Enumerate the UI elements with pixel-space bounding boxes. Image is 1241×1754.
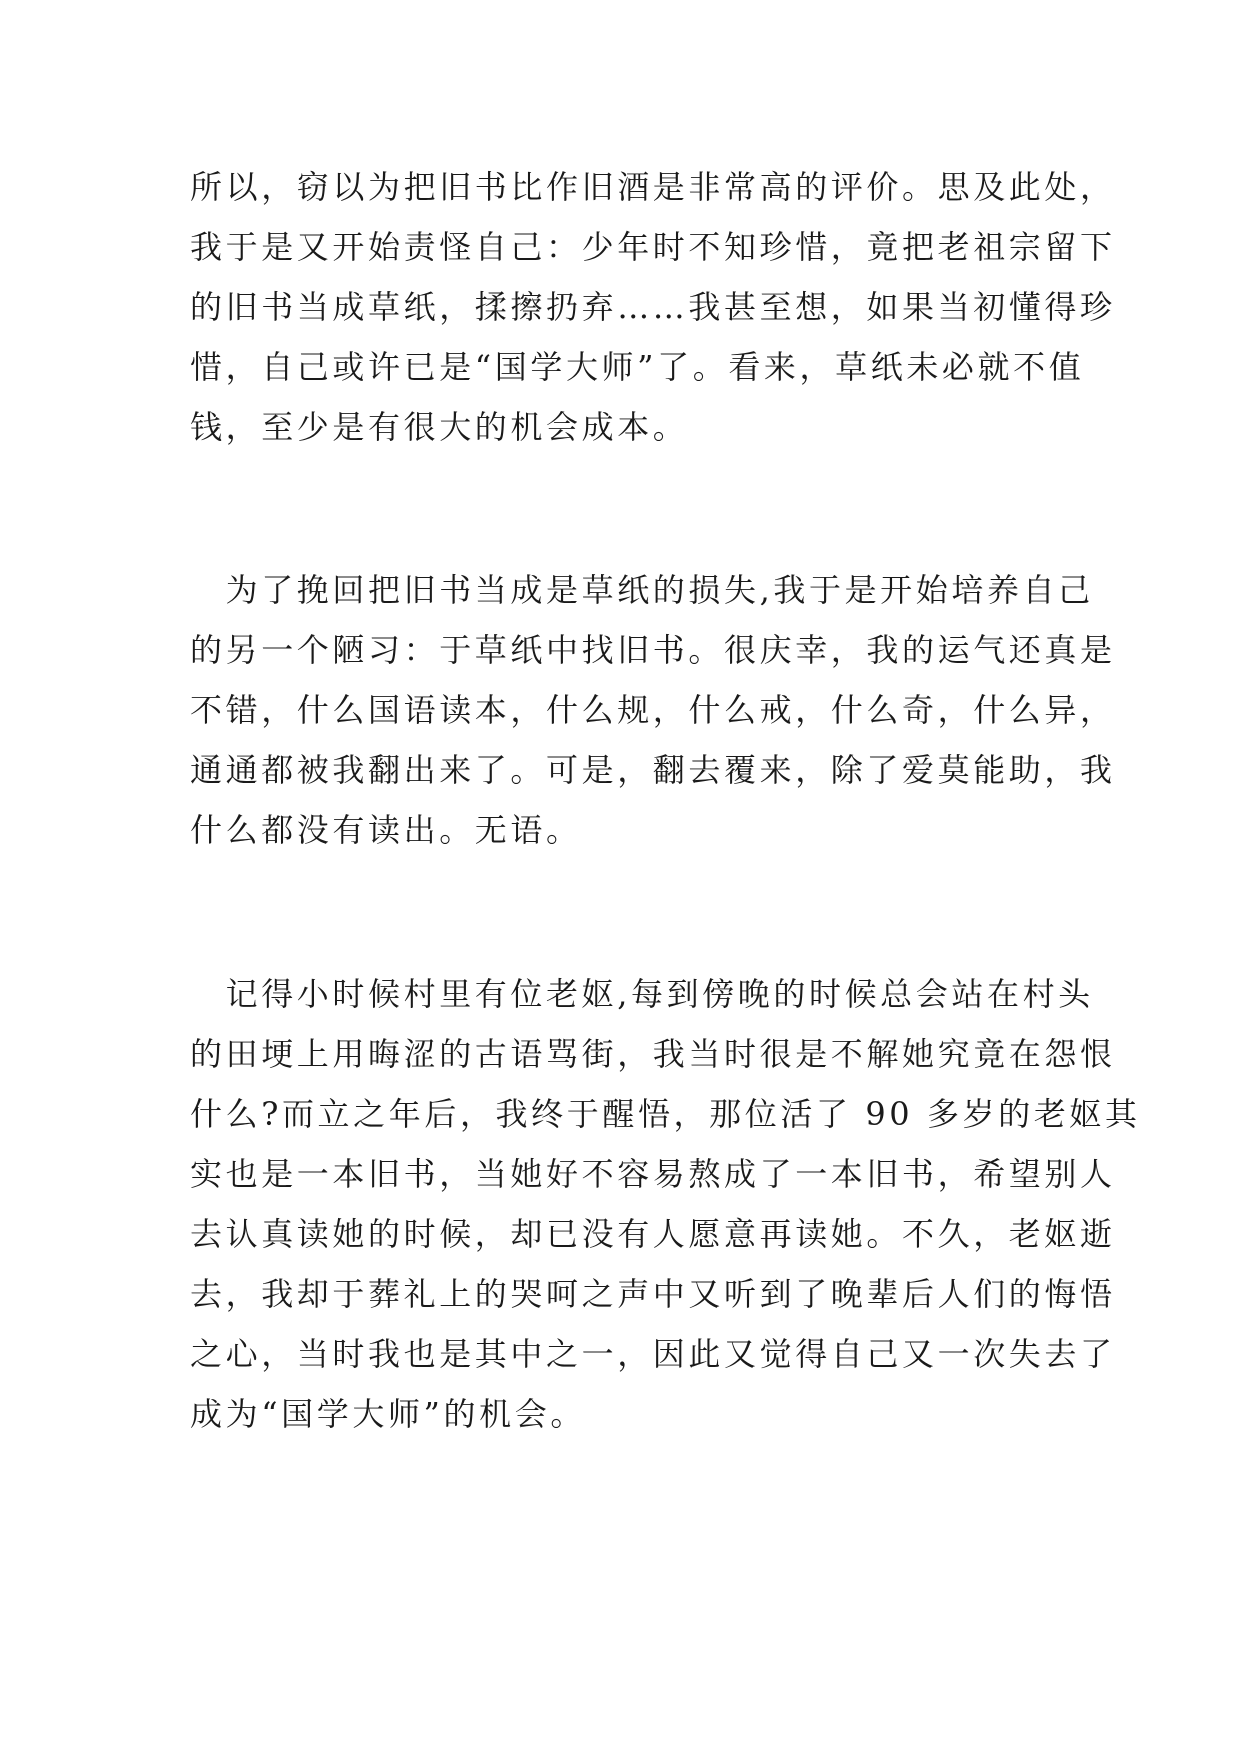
paragraph-line: 去认真读她的时候，却已没有人愿意再读她。不久，老妪逝 xyxy=(190,1215,1116,1253)
paragraph-line: 通通都被我翻出来了。可是，翻去覆来，除了爱莫能助，我 xyxy=(190,751,1116,789)
paragraph-line: 成为“国学大师”的机会。 xyxy=(190,1395,586,1433)
paragraph-1 xyxy=(190,157,1116,457)
paragraph-line: 所以，窃以为把旧书比作旧酒是非常高的评价。思及此处， xyxy=(190,168,1116,206)
paragraph-line: 之心，当时我也是其中之一，因此又觉得自己又一次失去了 xyxy=(190,1335,1116,1373)
paragraph-3 xyxy=(190,964,1141,1444)
paragraph-line: 的另一个陋习：于草纸中找旧书。很庆幸，我的运气还真是 xyxy=(190,631,1116,669)
paragraph-line: 我于是又开始责怪自己：少年时不知珍惜，竟把老祖宗留下 xyxy=(190,228,1116,266)
paragraph-line: 什么都没有读出。无语。 xyxy=(190,811,582,849)
paragraph-line: 的旧书当成草纸，揉擦扔弃……我甚至想，如果当初懂得珍 xyxy=(190,288,1116,326)
paragraph-line: 记得小时候村里有位老妪,每到傍晚的时候总会站在村头 xyxy=(190,975,1094,1013)
paragraph-line: 去，我却于葬礼上的哭呵之声中又听到了晚辈后人们的悔悟 xyxy=(190,1275,1116,1313)
paragraph-line: 什么?而立之年后，我终于醒悟，那位活了 90 多岁的老妪其 xyxy=(190,1095,1141,1133)
paragraph-2 xyxy=(190,560,1116,860)
paragraph-line: 不错，什么国语读本，什么规，什么戒，什么奇，什么异， xyxy=(190,691,1116,729)
paragraph-line: 惜，自己或许已是“国学大师”了。看来，草纸未必就不值 xyxy=(190,348,1085,386)
paragraph-line: 为了挽回把旧书当成是草纸的损失,我于是开始培养自己 xyxy=(190,571,1094,609)
paragraph-line: 钱，至少是有很大的机会成本。 xyxy=(190,408,689,446)
paragraph-line: 的田埂上用晦涩的古语骂街，我当时很是不解她究竟在怨恨 xyxy=(190,1035,1116,1073)
paragraph-line: 实也是一本旧书，当她好不容易熬成了一本旧书，希望别人 xyxy=(190,1155,1116,1193)
